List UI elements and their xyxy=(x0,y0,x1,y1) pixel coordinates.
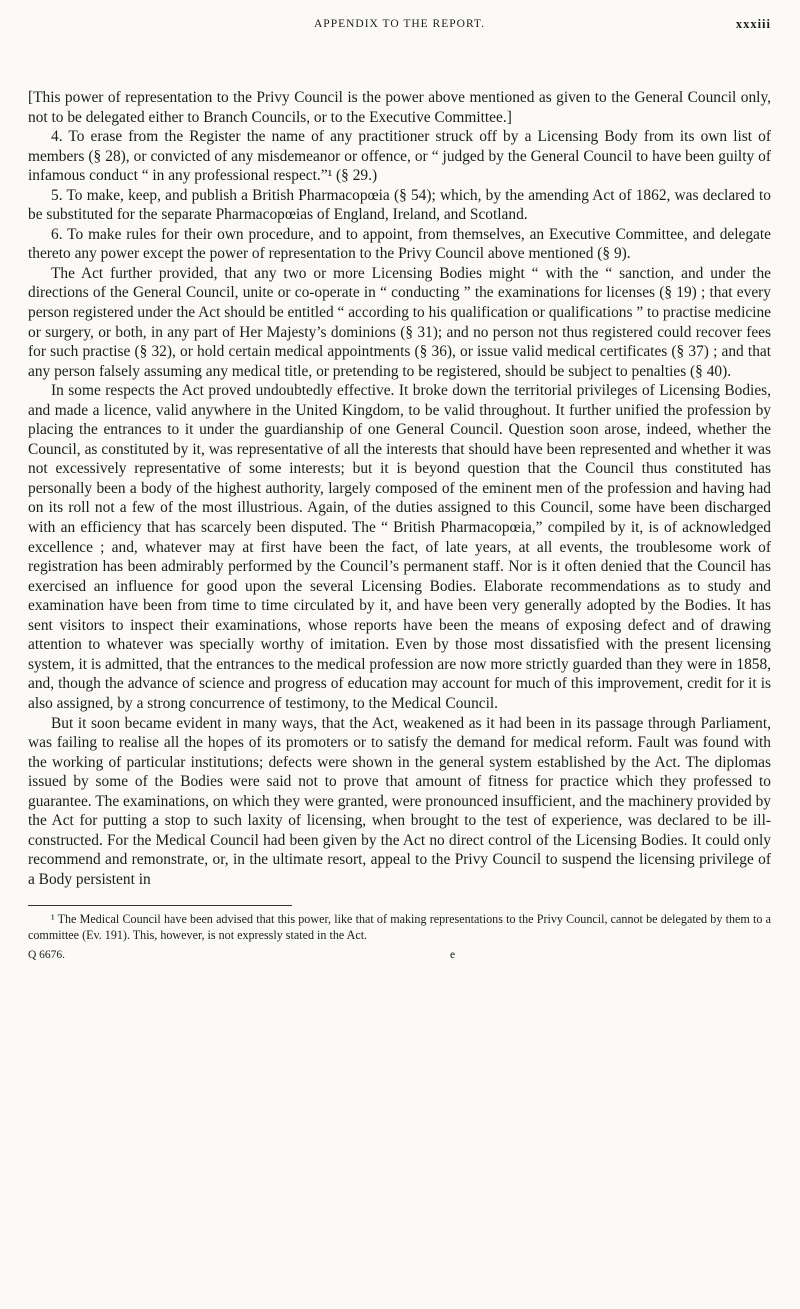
signature-right: e xyxy=(450,949,456,962)
paragraph: 5. To make, keep, and publish a British Pharmacopœia (§ 54); which, by the amending Act of 1862, was declared to be substituted for the separate Pharmacopœias of England, Ireland, and Scotland. xyxy=(28,186,771,224)
signature-left: Q 6676. xyxy=(28,949,66,962)
paragraph: 4. To erase from the Register the name of any practitioner struck off by a Licensing Body from its own list of members (§ 28), or convicted of any misdemeanor or offence, or “ judged by the General Council to have been guilty of infamous conduct “ in any professional respect.”¹ (§ 29.) xyxy=(28,128,771,185)
paragraph: But it soon became evident in many ways, that the Act, weakened as it had been in its passage through Parliament, was failing to realise all the hopes of its promoters or to satisfy the demand for medical reform. Fault was found with the working of particular institutions; defects were shown in the general system established by the Act. The diplomas issued by some of the Bodies were said not to prove that amount of fitness for practice which they professed to guarantee. The examinations, on which they were granted, were pronounced insufficient, and the machinery provided by the Act for putting a stop to such laxity of licensing, when brought to the test of experience, was declared to be ill-constructed. For the Medical Council had been given by the Act no direct control of the Licensing Bodies. It could only recommend and remonstrate, or, in the ultimate resort, appeal to the Privy Council to suspend the licensing privilege of a Body persistent in xyxy=(28,714,771,888)
running-title: APPENDIX TO THE REPORT. xyxy=(314,18,485,30)
footnote: ¹ The Medical Council have been advised that this power, like that of making representations to the Privy Council, cannot be delegated by them to a committee (Ev. 191). This, however, is not expressly stated in the Act. xyxy=(28,912,771,942)
running-header xyxy=(28,0,771,38)
paragraph: The Act further provided, that any two or more Licensing Bodies might “ with the “ sanction, and under the directions of the General Council, unite or co-operate in “ conducting ” the examinations for licenses (§ 19) ; that every person registered under the Act should be entitled “ according to his qualification or qualifications ” to practise medicine or surgery, or both, in any part of Her Majesty’s dominions (§ 31); and no person not thus registered could recover fees for such practise (§ 32), or hold certain medical appointments (§ 36), or issue valid medical certificates (§ 37) ; and that any person falsely assuming any medical title, or pretending to be registered, should be subject to penalties (§ 40). xyxy=(28,264,771,380)
body-text xyxy=(28,88,771,889)
paragraph: [This power of representation to the Privy Council is the power above mentioned as given to the General Council only, not to be delegated either to Branch Councils, or to the Executive Committee.] xyxy=(28,89,771,126)
printer-signature xyxy=(28,947,771,967)
paragraph: 6. To make rules for their own procedure, and to appoint, from themselves, an Executive Committee, and delegate thereto any power except the power of representation to the Privy Council above mentioned (§ 9). xyxy=(28,225,771,263)
paragraph: In some respects the Act proved undoubtedly effective. It broke down the territorial privileges of Licensing Bodies, and made a licence, valid anywhere in the United Kingdom, to be valid throughout. It further unified the profession by placing the entrances to it under the guardianship of one General Council. Question soon arose, indeed, whether the Council, as constituted by it, was representative of all the interests that should have been represented and whether it was not excessively representative of some interests; but it is beyond question that the Council thus constituted has personally been a body of the highest authority, largely composed of the eminent men of the profession and having had on its roll not a few of the most illustrious. Again, of the duties assigned to this Council, some have been discharged with an efficiency that has scarcely been disputed. The “ British Pharmacopœia,” compiled by it, is of acknowledged excellence ; and, whatever may at first have been the fact, of late years, at all events, the troublesome work of registration has been admirably performed by the Council’s permanent staff. Nor is it often denied that the Council has exercised an influence for good upon the several Licensing Bodies. Elaborate recommendations as to study and examination have been from time to time circulated by it, and have been very generally adopted by the Bodies. It has sent visitors to inspect their examinations, whose reports have been the means of exposing defect and of drawing attention to whatever was specially worthy of imitation. Even by those most dissatisfied with the present licensing system, it is admitted, that the entrances to the medical profession are now more strictly guarded than they were in 1858, and, though the advance of science and progress of education may account for much of this improvement, credit for it is also assigned, by a strong concurrence of testimony, to the Medical Council. xyxy=(28,382,771,712)
page xyxy=(28,0,771,967)
footnote-divider xyxy=(28,905,292,906)
page-number: xxxiii xyxy=(735,17,771,31)
